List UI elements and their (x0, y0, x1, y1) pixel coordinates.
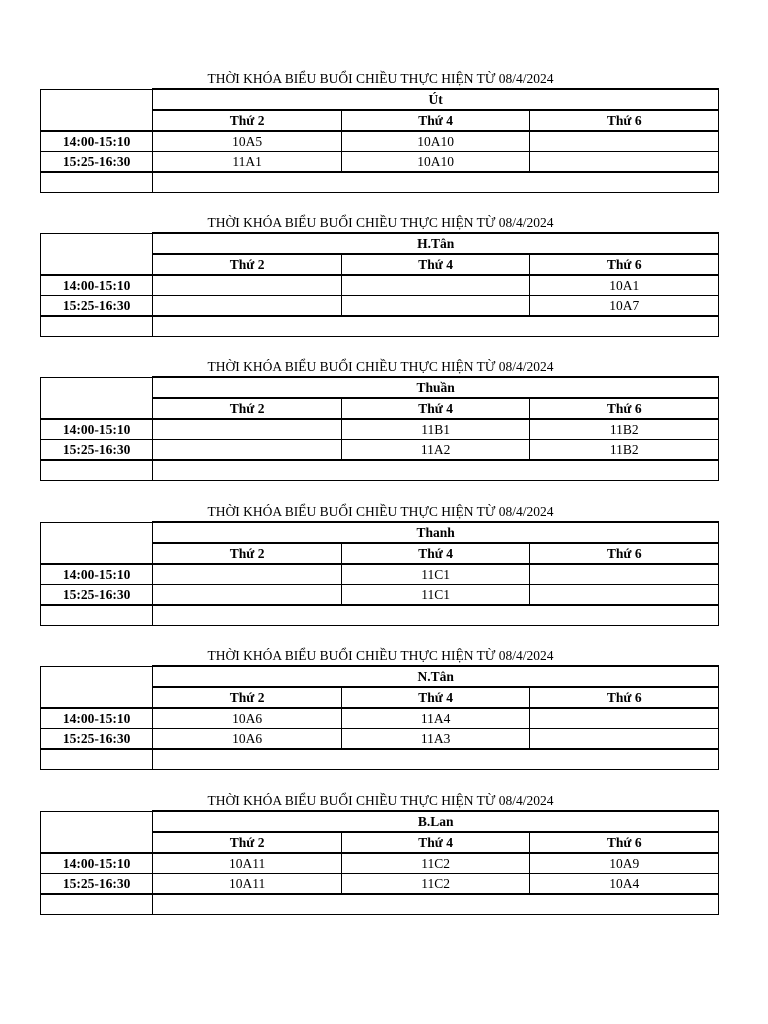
class-cell (530, 152, 719, 173)
class-cell: 10A4 (530, 874, 719, 895)
day-header: Thứ 4 (341, 254, 530, 275)
schedule-block (40, 792, 719, 915)
teacher-name: Thuần (153, 377, 719, 398)
blank-cell (41, 172, 153, 193)
blank-row (41, 460, 719, 481)
class-cell: 10A11 (153, 874, 342, 895)
day-header: Thứ 2 (153, 687, 342, 708)
class-cell (153, 440, 342, 461)
schedule-table (40, 376, 719, 481)
class-cell: 10A10 (341, 152, 530, 173)
schedule-table (40, 665, 719, 770)
blank-row (41, 172, 719, 193)
blank-cell (153, 172, 719, 193)
schedule-block (40, 214, 719, 337)
class-cell: 10A9 (530, 853, 719, 874)
teacher-name: H.Tân (153, 233, 719, 254)
day-header: Thứ 2 (153, 832, 342, 853)
teacher-name: N.Tân (153, 666, 719, 687)
blank-row (41, 749, 719, 770)
table-row (41, 440, 719, 461)
class-cell: 11A2 (341, 440, 530, 461)
day-header: Thứ 6 (530, 398, 719, 419)
class-cell: 10A11 (153, 853, 342, 874)
class-cell (341, 275, 530, 296)
schedule-title: THỜI KHÓA BIỂU BUỔI CHIỀU THỰC HIỆN TỪ 08/4/2024 (207, 359, 554, 374)
class-cell: 10A7 (530, 296, 719, 317)
time-slot: 14:00-15:10 (41, 131, 153, 152)
day-header: Thứ 6 (530, 254, 719, 275)
table-row (41, 419, 719, 440)
time-slot: 14:00-15:10 (41, 419, 153, 440)
teacher-name: Út (153, 89, 719, 110)
blank-row (41, 605, 719, 626)
table-row (41, 729, 719, 750)
class-cell: 11A4 (341, 708, 530, 729)
class-cell: 11B2 (530, 440, 719, 461)
table-row (41, 564, 719, 585)
schedule-block (40, 70, 719, 193)
time-slot: 15:25-16:30 (41, 152, 153, 173)
class-cell: 11C1 (341, 585, 530, 606)
class-cell: 11B1 (341, 419, 530, 440)
schedule-block (40, 503, 719, 626)
day-header: Thứ 2 (153, 398, 342, 419)
schedule-block (40, 358, 719, 481)
schedule-block (40, 647, 719, 770)
blank-row (41, 894, 719, 915)
schedule-table (40, 232, 719, 337)
table-row (41, 131, 719, 152)
schedule-title: THỜI KHÓA BIỂU BUỔI CHIỀU THỰC HIỆN TỪ 08/4/2024 (207, 648, 554, 663)
class-cell (153, 275, 342, 296)
schedule-title: THỜI KHÓA BIỂU BUỔI CHIỀU THỰC HIỆN TỪ 08/4/2024 (207, 215, 554, 230)
day-header: Thứ 4 (341, 398, 530, 419)
header-corner-cell (41, 89, 153, 131)
class-cell: 10A6 (153, 708, 342, 729)
blank-cell (153, 316, 719, 337)
class-cell (530, 585, 719, 606)
time-slot: 14:00-15:10 (41, 708, 153, 729)
time-slot: 14:00-15:10 (41, 275, 153, 296)
day-header: Thứ 2 (153, 110, 342, 131)
class-cell: 10A6 (153, 729, 342, 750)
day-header: Thứ 2 (153, 543, 342, 564)
time-slot: 15:25-16:30 (41, 585, 153, 606)
class-cell (153, 419, 342, 440)
class-cell (153, 296, 342, 317)
table-row (41, 874, 719, 895)
class-cell (530, 708, 719, 729)
day-header: Thứ 4 (341, 543, 530, 564)
time-slot: 14:00-15:10 (41, 853, 153, 874)
class-cell: 11A1 (153, 152, 342, 173)
blank-cell (153, 894, 719, 915)
class-cell: 11C2 (341, 874, 530, 895)
teacher-name: Thanh (153, 522, 719, 543)
day-header: Thứ 4 (341, 832, 530, 853)
blank-cell (41, 460, 153, 481)
class-cell: 11A3 (341, 729, 530, 750)
teacher-name: B.Lan (153, 811, 719, 832)
class-cell (530, 729, 719, 750)
blank-cell (41, 316, 153, 337)
blank-cell (41, 894, 153, 915)
schedule-title: THỜI KHÓA BIỂU BUỔI CHIỀU THỰC HIỆN TỪ 08/4/2024 (207, 504, 554, 519)
class-cell (153, 564, 342, 585)
time-slot: 15:25-16:30 (41, 729, 153, 750)
day-header: Thứ 6 (530, 687, 719, 708)
class-cell: 10A5 (153, 131, 342, 152)
class-cell (530, 131, 719, 152)
schedule-table (40, 88, 719, 193)
table-row (41, 152, 719, 173)
table-row (41, 708, 719, 729)
time-slot: 15:25-16:30 (41, 874, 153, 895)
time-slot: 14:00-15:10 (41, 564, 153, 585)
class-cell (341, 296, 530, 317)
time-slot: 15:25-16:30 (41, 440, 153, 461)
schedule-table (40, 521, 719, 626)
table-row (41, 275, 719, 296)
table-row (41, 585, 719, 606)
blank-cell (41, 749, 153, 770)
day-header: Thứ 6 (530, 110, 719, 131)
blank-cell (153, 460, 719, 481)
class-cell (530, 564, 719, 585)
blank-cell (153, 749, 719, 770)
day-header: Thứ 2 (153, 254, 342, 275)
time-slot: 15:25-16:30 (41, 296, 153, 317)
header-corner-cell (41, 233, 153, 275)
header-corner-cell (41, 666, 153, 708)
header-corner-cell (41, 522, 153, 564)
class-cell: 11C2 (341, 853, 530, 874)
schedule-title: THỜI KHÓA BIỂU BUỔI CHIỀU THỰC HIỆN TỪ 08/4/2024 (207, 793, 554, 808)
day-header: Thứ 6 (530, 832, 719, 853)
table-row (41, 853, 719, 874)
header-corner-cell (41, 811, 153, 853)
class-cell: 11C1 (341, 564, 530, 585)
day-header: Thứ 4 (341, 687, 530, 708)
schedule-table (40, 810, 719, 915)
blank-cell (153, 605, 719, 626)
day-header: Thứ 6 (530, 543, 719, 564)
class-cell: 10A1 (530, 275, 719, 296)
blank-row (41, 316, 719, 337)
class-cell: 10A10 (341, 131, 530, 152)
schedule-title: THỜI KHÓA BIỂU BUỔI CHIỀU THỰC HIỆN TỪ 08/4/2024 (207, 71, 554, 86)
class-cell (153, 585, 342, 606)
header-corner-cell (41, 377, 153, 419)
class-cell: 11B2 (530, 419, 719, 440)
table-row (41, 296, 719, 317)
blank-cell (41, 605, 153, 626)
day-header: Thứ 4 (341, 110, 530, 131)
